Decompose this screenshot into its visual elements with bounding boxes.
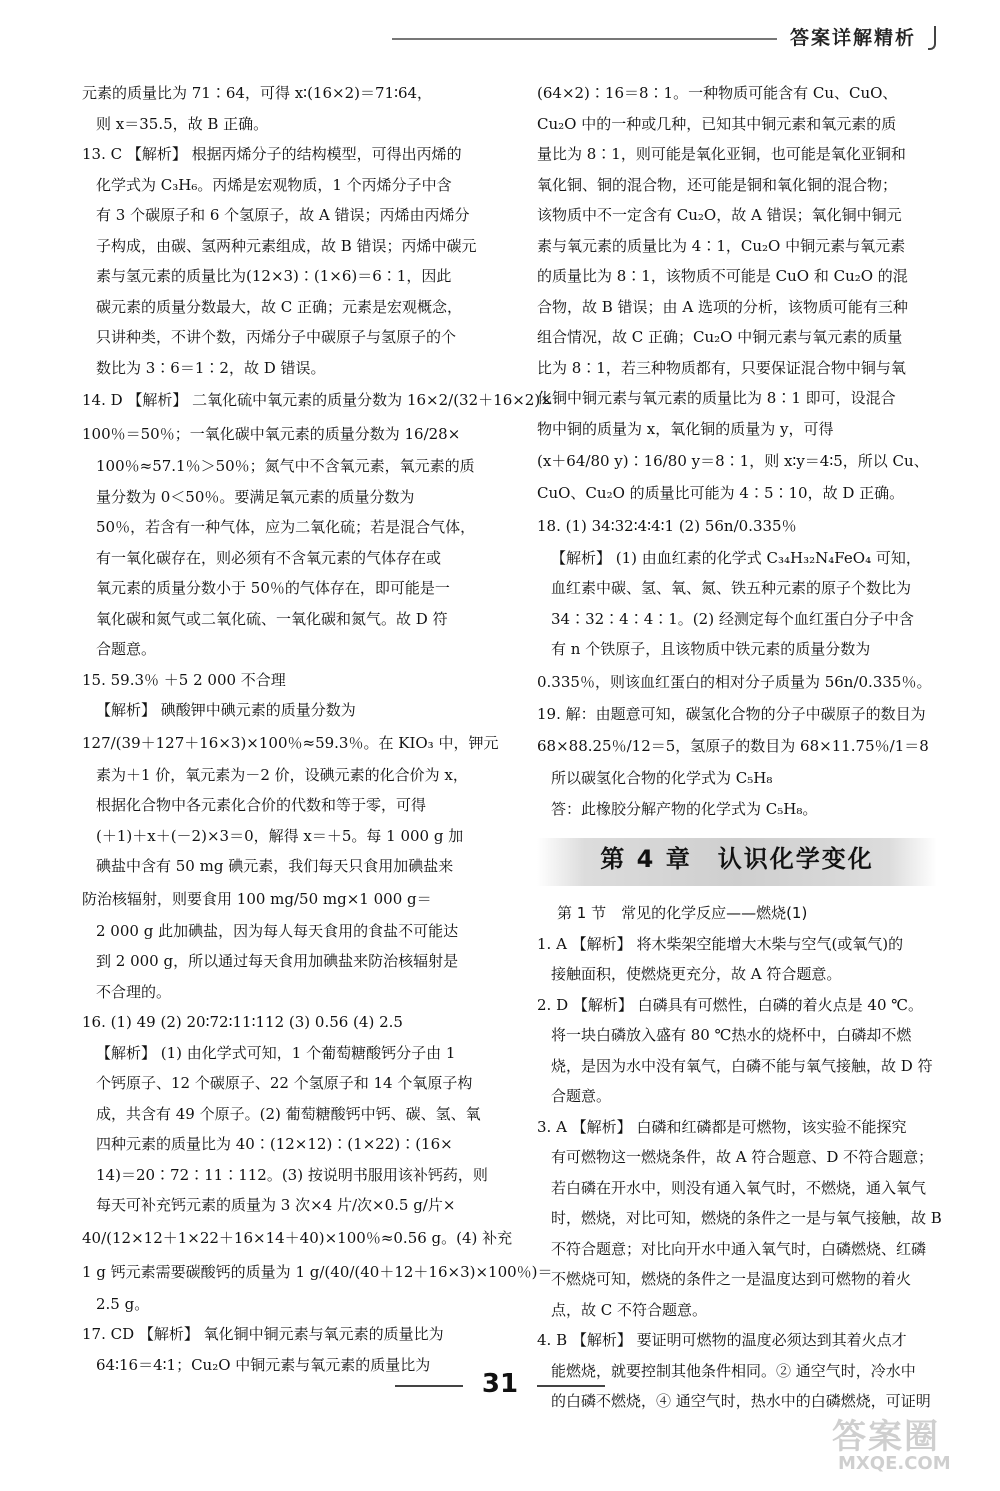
left-column (82, 78, 553, 1380)
text-line: 0.335％，则该血红蛋白的相对分子质量为 56n/0.335％。 (537, 672, 932, 691)
text-line: 元素的质量比为 71∶64，可得 x∶(16×2)＝71∶64， (82, 84, 433, 102)
text-line: 50％，若含有一种气体，应为二氧化硫；若是混合气体， (96, 518, 476, 536)
text-line: 比为 8∶1，若三种物质都有，只要保证混合物中铜与氧 (537, 358, 906, 377)
text-line: 1 g 钙元素需要碳酸钙的质量为 1 g/(40/(40＋12＋16×3)×100％)＝ (82, 1262, 553, 1281)
text-line: 34∶32∶4∶4∶1。(2) 经测定每个血红蛋白分子中含 (551, 609, 914, 628)
text-line: 16. (1) 49 (2) 20∶72∶11∶112 (3) 0.56 (4) 2.5 (82, 1013, 403, 1031)
watermark-url: MXQE.COM (838, 1453, 951, 1474)
text-line: 40/(12×12＋1×22＋16×14＋40)×100％≈0.56 g。(4) 补充 (82, 1228, 513, 1247)
text-line: 氧化碳和氮气或二氧化硫、一氧化碳和氮气。故 D 符 (96, 609, 448, 628)
text-line: 化铜中铜元素与氧元素的质量比为 8∶1 即可，设混合 (537, 389, 896, 407)
text-line: 该物质中不一定含有 Cu₂O，故 A 错误；氧化铜中铜元 (537, 206, 902, 224)
watermark-logo (832, 1405, 982, 1477)
text-line: 【解析】 碘酸钾中碘元素的质量分数为 (96, 701, 356, 719)
text-line: 若白磷在开水中，则没有通入氧气时，不燃烧，通入氧气 (551, 1178, 927, 1197)
header-title: 答案详解精析 (790, 27, 917, 49)
text-line: 14)＝20∶72∶11∶112。(3) 按说明书服用该补钙药，则 (96, 1165, 488, 1184)
page-number: 31 (481, 1369, 519, 1399)
text-line: 子构成，由碳、氢两种元素组成，故 B 错误；丙烯中碳元 (96, 236, 477, 255)
chapter-banner (537, 838, 937, 886)
text-line: 素与氢元素的质量比为(12×3)∶(1×6)＝6∶1，因此 (96, 267, 452, 285)
text-line: 所以碳氢化合物的化学式为 C₅H₈ (551, 769, 773, 787)
text-line: 氧化铜、铜的混合物，还可能是铜和氧化铜的混合物； (537, 175, 898, 194)
text-line: 【解析】 (1) 由血红素的化学式 C₃₄H₃₂N₄FeO₄ 可知， (551, 548, 921, 567)
text-line: 到 2 000 g，所以通过每天食用加碘盐来防治核辐射是 (96, 952, 459, 970)
text-line: 接触面积，使燃烧更充分，故 A 符合题意。 (551, 965, 842, 983)
text-line: 有 n 个铁原子，且该物质中铁元素的质量分数为 (551, 640, 871, 658)
text-line: 不合理的。 (96, 982, 172, 1001)
text-line: 量比为 8∶1，则可能是氧化亚铜，也可能是氧化亚铜和 (537, 145, 906, 163)
text-line: 素为＋1 价，氧元素为－2 价，设碘元素的化合价为 x， (96, 765, 468, 784)
text-line: 19. 解：由题意可知，碳氢化合物的分子中碳原子的数目为 (537, 704, 926, 723)
text-line: 不符合题意；对比向开水中通入氧气时，白磷燃烧、红磷 (551, 1239, 927, 1258)
page-number-rule-left (395, 1385, 463, 1387)
text-line: 合物，故 B 错误；由 A 选项的分析，该物质可能有三种 (537, 297, 908, 316)
text-line: 根据化合物中各元素化合价的代数和等于零，可得 (96, 796, 427, 814)
text-line: 化学式为 C₃H₆。丙烯是宏观物质，1 个丙烯分子中含 (96, 175, 452, 194)
text-line: Cu₂O 中的一种或几种，已知其中铜元素和氧元素的质 (537, 114, 897, 133)
text-line: 有一氧化碳存在，则必须有不含氧元素的气体存在或 (96, 548, 442, 567)
text-line: (＋1)＋x＋(－2)×3＝0，解得 x＝＋5。每 1 000 g 加 (96, 826, 464, 845)
right-column (537, 78, 942, 1417)
text-line: 不燃烧可知，燃烧的条件之一是温度达到可燃物的着火 (551, 1270, 912, 1288)
text-line: (64×2)∶16＝8∶1。一种物质可能含有 Cu、CuO、 (537, 84, 898, 102)
text-line: 有可燃物这一燃烧条件，故 A 符合题意、D 不符合题意； (551, 1148, 934, 1166)
text-line: CuO、Cu₂O 的质量比可能为 4∶5∶10，故 D 正确。 (537, 484, 905, 502)
text-line: 1. A 【解析】 将木柴架空能增大木柴与空气(或氧气)的 (537, 934, 904, 953)
text-line: 15. 59.3％ ＋5 2 000 不合理 (82, 670, 286, 689)
text-line: 的质量比为 8∶1，该物质不可能是 CuO 和 Cu₂O 的混 (537, 267, 908, 285)
text-line: 4. B 【解析】 要证明可燃物的温度必须达到其着火点才 (537, 1331, 907, 1349)
text-line: 量分数为 0＜50％。要满足氧元素的质量分数为 (96, 487, 415, 506)
text-line: 将一块白磷放入盛有 80 ℃热水的烧杯中，白磷却不燃 (551, 1026, 912, 1044)
text-line: 2.5 g。 (96, 1294, 150, 1313)
text-line: 的白磷不燃烧，④ 通空气时，热水中的白磷燃烧，可证明 (551, 1392, 931, 1410)
text-line: 64∶16＝4∶1；Cu₂O 中铜元素与氧元素的质量比为 (96, 1355, 431, 1374)
text-line: 点，故 C 不符合题意。 (551, 1300, 708, 1319)
text-line: 血红素中碳、氢、氧、氮、铁五种元素的原子个数比为 (551, 579, 912, 597)
text-line: 68×88.25％/12＝5，氢原子的数目为 68×11.75％/1＝8 (537, 737, 929, 755)
text-line: 17. CD 【解析】 氧化铜中铜元素与氧元素的质量比为 (82, 1325, 444, 1343)
page-number-rule-right (537, 1385, 605, 1387)
text-line: 物中铜的质量为 x，氧化铜的质量为 y，可得 (537, 419, 834, 438)
text-line: 氧元素的质量分数小于 50％的气体存在，即可能是一 (96, 579, 450, 597)
text-line: 防治核辐射，则要食用 100 mg/50 mg×1 000 g＝ (82, 889, 432, 908)
header-bracket-icon (928, 26, 936, 50)
text-line: 四种元素的质量比为 40∶(12×12)∶(1×22)∶(16× (96, 1135, 453, 1153)
text-line: 14. D 【解析】 二氧化硫中氧元素的质量分数为 16×2/(32＋16×2)× (82, 391, 553, 409)
text-line: 数比为 3∶6＝1∶2，故 D 错误。 (96, 358, 326, 377)
text-line: (x＋64/80 y)∶16/80 y＝8∶1，则 x∶y＝4∶5，所以 Cu、 (537, 452, 929, 470)
text-line: 2. D 【解析】 白磷具有可燃性，白磷的着火点是 40 ℃。 (537, 995, 924, 1014)
text-line: 100％＝50％；一氧化碳中氧元素的质量分数为 16/28× (82, 425, 461, 443)
text-line: 成，共含有 49 个原子。(2) 葡萄糖酸钙中钙、碳、氢、氧 (96, 1104, 481, 1123)
text-line: 能燃烧，就要控制其他条件相同。② 通空气时，冷水中 (551, 1361, 916, 1380)
watermark-text: 答案圈 (832, 1417, 940, 1457)
text-line: 个钙原子、12 个碳原子、22 个氢原子和 14 个氧原子构 (96, 1074, 473, 1092)
text-line: 合题意。 (551, 1087, 612, 1105)
text-line: 100％≈57.1％＞50％；氮气中不含氧元素，氧元素的质 (96, 457, 475, 475)
text-line: 只讲种类，不讲个数，丙烯分子中碳原子与氢原子的个 (96, 328, 457, 346)
text-line: 素与氧元素的质量比为 4∶1，Cu₂O 中铜元素与氧元素 (537, 236, 906, 255)
text-line: 则 x＝35.5，故 B 正确。 (96, 114, 269, 133)
text-line: 2 000 g 此加碘盐，因为每人每天食用的食盐不可能达 (96, 921, 459, 940)
text-line: 烧，是因为水中没有氧气，白磷不能与氧气接触，故 D 符 (551, 1056, 933, 1075)
section-title: 第 1 节 常见的化学反应——燃烧(1) (557, 904, 808, 922)
text-line: 时，燃烧，对比可知，燃烧的条件之一是与氧气接触，故 B (551, 1209, 942, 1227)
text-line: 3. A 【解析】 白磷和红磷都是可燃物，该实验不能探究 (537, 1117, 907, 1136)
text-line: 有 3 个碳原子和 6 个氢原子，故 A 错误；丙烯由丙烯分 (96, 206, 470, 224)
text-line: 127/(39＋127＋16×3)×100％≈59.3％。在 KIO₃ 中，钾元 (82, 733, 499, 752)
text-line: 合题意。 (96, 640, 157, 658)
header-divider (392, 38, 777, 40)
text-line: 组合情况，故 C 正确；Cu₂O 中铜元素与氧元素的质量 (537, 328, 903, 346)
text-line: 【解析】 (1) 由化学式可知，1 个葡萄糖酸钙分子由 1 (96, 1043, 456, 1062)
text-line: 答：此橡胶分解产物的化学式为 C₅H₈。 (551, 799, 818, 818)
text-line: 碳元素的质量分数最大，故 C 正确；元素是宏观概念， (96, 297, 463, 316)
text-line: 每天可补充钙元素的质量为 3 次×4 片/次×0.5 g/片× (96, 1196, 456, 1214)
text-line: 13. C 【解析】 根据丙烯分子的结构模型，可得出丙烯的 (82, 145, 462, 163)
chapter-title: 第 4 章 认识化学变化 (600, 845, 874, 873)
text-line: 碘盐中含有 50 mg 碘元素，我们每天只食用加碘盐来 (96, 857, 454, 875)
text-line: 18. (1) 34∶32∶4∶4∶1 (2) 56n/0.335％ (537, 516, 797, 535)
